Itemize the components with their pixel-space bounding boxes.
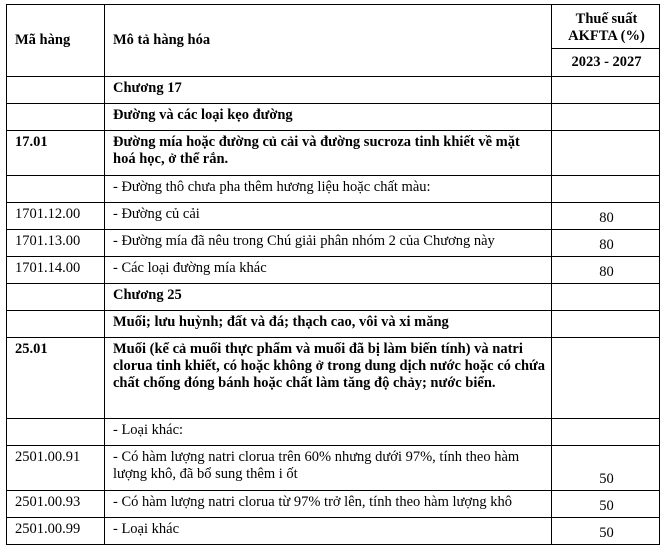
rate-cell [552, 104, 660, 131]
code-cell [7, 104, 105, 131]
header-rate: Thuế suất AKFTA (%) [552, 5, 660, 49]
rate-cell [552, 419, 660, 446]
rate-cell [552, 77, 660, 104]
description-cell: - Đường mía đã nêu trong Chú giải phân nhóm 2 của Chương này [105, 230, 552, 257]
table-row [7, 419, 660, 446]
table-row [7, 131, 660, 176]
table-row [7, 491, 660, 518]
chapter-title: Chương 17 [105, 77, 552, 104]
rate-cell [552, 131, 660, 176]
code-cell: 1701.13.00 [7, 230, 105, 257]
description-cell: - Loại khác: [105, 419, 552, 446]
table-row [7, 446, 660, 491]
tariff-table [6, 4, 660, 545]
rate-cell: 80 [552, 230, 660, 257]
code-cell [7, 77, 105, 104]
heading-description: Đường mía hoặc đường củ cải và đường sucroza tinh khiết về mặt hoá học, ở thể rắn. [105, 131, 552, 176]
rate-cell: 80 [552, 257, 660, 284]
code-cell [7, 284, 105, 311]
code-cell: 1701.12.00 [7, 203, 105, 230]
tariff-table-container [6, 4, 659, 545]
header-code: Mã hàng [7, 5, 105, 77]
code-cell: 2501.00.91 [7, 446, 105, 491]
code-cell [7, 311, 105, 338]
table-row [7, 176, 660, 203]
heading-description: Muối (kể cả muối thực phẩm và muối đã bị làm biến tính) và natri clorua tinh khiết, có hoặc không ở trong dung dịch nước hoặc có chứa chất chống đóng bánh hoặc chất làm tăng độ chảy; nước biển. [105, 338, 552, 419]
rate-cell [552, 176, 660, 203]
header-period: 2023 - 2027 [552, 49, 660, 77]
chapter-subtitle: Muối; lưu huỳnh; đất và đá; thạch cao, vôi và xi măng [105, 311, 552, 338]
table-row [7, 104, 660, 131]
code-cell [7, 176, 105, 203]
table-row [7, 203, 660, 230]
chapter-title: Chương 25 [105, 284, 552, 311]
heading-code: 17.01 [7, 131, 105, 176]
table-row [7, 338, 660, 419]
rate-cell [552, 338, 660, 419]
code-cell: 1701.14.00 [7, 257, 105, 284]
table-row [7, 230, 660, 257]
rate-cell: 50 [552, 446, 660, 491]
description-cell: - Đường củ cải [105, 203, 552, 230]
heading-code: 25.01 [7, 338, 105, 419]
code-cell: 2501.00.93 [7, 491, 105, 518]
table-row [7, 518, 660, 545]
rate-cell: 80 [552, 203, 660, 230]
rate-cell [552, 311, 660, 338]
rate-cell: 50 [552, 491, 660, 518]
header-description: Mô tả hàng hóa [105, 5, 552, 77]
table-row [7, 284, 660, 311]
table-row [7, 257, 660, 284]
rate-cell [552, 284, 660, 311]
description-cell: - Có hàm lượng natri clorua trên 60% nhưng dưới 97%, tính theo hàm lượng khô, đã bổ sung thêm i ốt [105, 446, 552, 491]
description-cell: - Loại khác [105, 518, 552, 545]
code-cell [7, 419, 105, 446]
header-row [7, 5, 660, 49]
table-row [7, 311, 660, 338]
description-cell: - Có hàm lượng natri clorua từ 97% trở lên, tính theo hàm lượng khô [105, 491, 552, 518]
rate-cell: 50 [552, 518, 660, 545]
code-cell: 2501.00.99 [7, 518, 105, 545]
table-row [7, 77, 660, 104]
description-cell: - Đường thô chưa pha thêm hương liệu hoặc chất màu: [105, 176, 552, 203]
description-cell: - Các loại đường mía khác [105, 257, 552, 284]
chapter-subtitle: Đường và các loại kẹo đường [105, 104, 552, 131]
